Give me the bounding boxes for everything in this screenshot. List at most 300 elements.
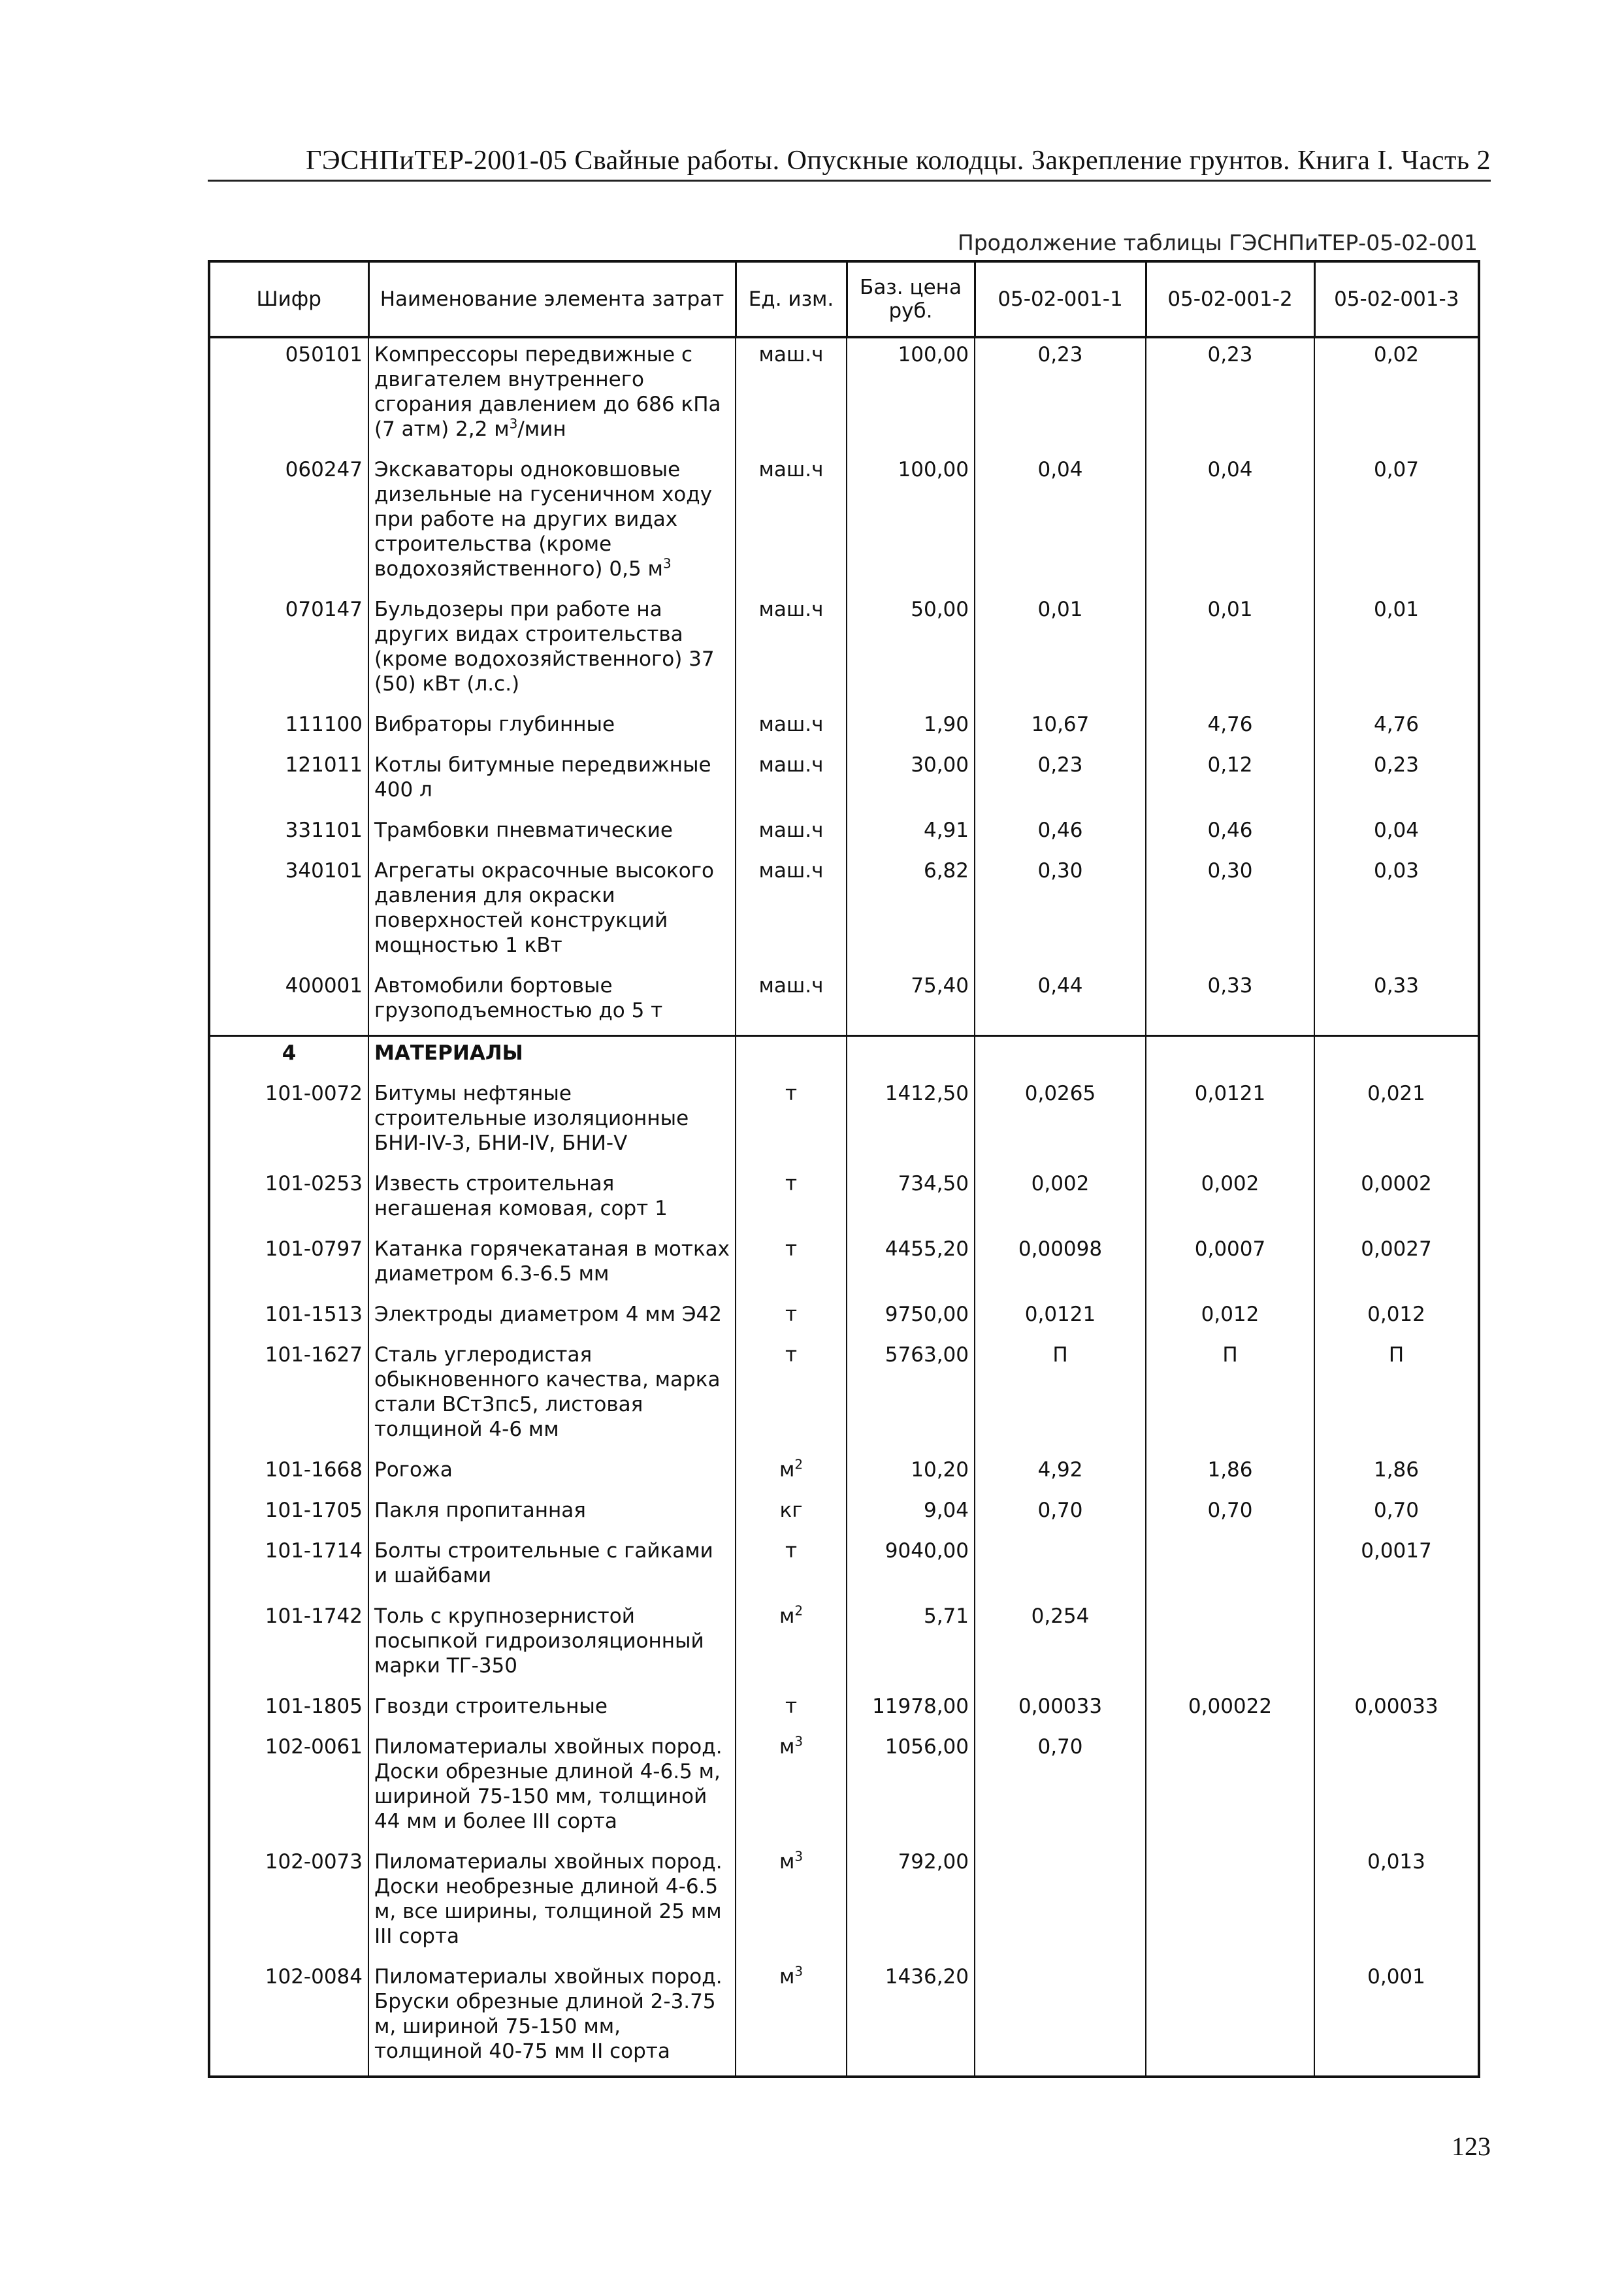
- cell-price: [847, 1690, 975, 1731]
- cell-c2: [1146, 1535, 1314, 1600]
- cell-c3-text: 0,04: [1373, 819, 1420, 842]
- table-row: [209, 1960, 1479, 2077]
- cell-name-text: МАТЕРИАЛЫ: [374, 1041, 523, 1065]
- table-row: [209, 969, 1479, 1036]
- table-row: [209, 1600, 1479, 1690]
- table-row: [209, 708, 1479, 749]
- cell-c1-text: 10,67: [1031, 713, 1090, 736]
- cell-price: [847, 1298, 975, 1339]
- cell-c1-text: 0,00033: [1018, 1695, 1103, 1718]
- cell-c1: [975, 1960, 1146, 2077]
- cell-c3: [1314, 1454, 1479, 1494]
- cell-c2: [1146, 1454, 1314, 1494]
- cell-c3: [1314, 854, 1479, 969]
- cell-code: [209, 1535, 368, 1600]
- cell-c2: [1146, 1731, 1314, 1846]
- cell-price-text: 10,20: [911, 1458, 969, 1482]
- cell-c3: [1314, 593, 1479, 708]
- cell-c3: [1314, 969, 1479, 1036]
- cell-unit: [736, 1339, 847, 1454]
- cell-code-text: 101-0253: [265, 1172, 363, 1195]
- cell-price: [847, 814, 975, 854]
- cell-code: [209, 1690, 368, 1731]
- cell-unit: [736, 1600, 847, 1690]
- cell-unit: [736, 1036, 847, 1078]
- cell-code: [209, 1298, 368, 1339]
- cell-name-text: Болты строительные с гайками и шайбами: [374, 1539, 713, 1587]
- cell-name-text: Компрессоры передвижные с двигателем внутреннего сгорания давлением до 686 кПа (7 атм) 2,2 м: [374, 343, 721, 441]
- cell-unit-text: т: [785, 1695, 798, 1718]
- cell-name: [368, 1535, 736, 1600]
- cell-name-text: Электроды диаметром 4 мм Э42: [374, 1303, 722, 1326]
- cell-price-text: 4455,20: [885, 1237, 969, 1261]
- cell-c2: [1146, 969, 1314, 1036]
- cell-name-text: Пакля пропитанная: [374, 1499, 586, 1522]
- table-row: [209, 1454, 1479, 1494]
- cell-c3-text: 4,76: [1373, 713, 1420, 736]
- cell-code: [209, 854, 368, 969]
- cell-c2-text: 0,00022: [1188, 1695, 1273, 1718]
- cell-name: [368, 1233, 736, 1298]
- table-header-row: [209, 261, 1479, 337]
- cell-c1: [975, 1535, 1146, 1600]
- cell-c2-text: 0,0121: [1194, 1082, 1266, 1105]
- cell-c2: [1146, 1339, 1314, 1454]
- cell-c1: [975, 854, 1146, 969]
- table-row: [209, 1846, 1479, 1960]
- cell-code-text: 101-0797: [265, 1237, 363, 1261]
- cell-price-text: 792,00: [898, 1850, 969, 1874]
- cell-unit-text: кг: [779, 1499, 803, 1522]
- cell-code-text: 101-1513: [265, 1303, 363, 1326]
- cell-name-text: Автомобили бортовые грузоподъемностью до 5 т: [374, 974, 663, 1022]
- cell-name: [368, 854, 736, 969]
- table-row: [209, 1167, 1479, 1233]
- cell-unit-text: м: [779, 1458, 795, 1482]
- cell-c3-text: 0,02: [1373, 343, 1420, 366]
- cell-c1: [975, 1731, 1146, 1846]
- cell-c1-text: 0,254: [1031, 1604, 1090, 1628]
- cell-name-text: Бульдозеры при работе на других видах строительства (кроме водохозяйственного) 37 (50) кВт (л.с.): [374, 598, 715, 696]
- cell-c1-text: 4,92: [1037, 1458, 1083, 1482]
- cell-name: [368, 1600, 736, 1690]
- cell-c2: [1146, 1298, 1314, 1339]
- cell-code: [209, 1454, 368, 1494]
- cell-code: [209, 453, 368, 593]
- cell-c3-text: 0,021: [1367, 1082, 1425, 1105]
- table-row: [209, 453, 1479, 593]
- cell-c3-text: 0,01: [1373, 598, 1420, 621]
- cell-code-text: 101-1714: [265, 1539, 363, 1563]
- cell-price-text: 5763,00: [885, 1343, 969, 1367]
- cell-c2: [1146, 1690, 1314, 1731]
- cell-unit: [736, 1535, 847, 1600]
- cell-unit-text: т: [785, 1303, 798, 1326]
- table-row: [209, 337, 1479, 453]
- cell-name-text: Пиломатериалы хвойных пород. Доски необрезные длиной 4-6.5 м, все ширины, толщиной 25 мм III сорта: [374, 1850, 723, 1948]
- cell-unit-text: м: [779, 1965, 795, 1989]
- cell-price: [847, 1600, 975, 1690]
- cell-c3-text: 0,012: [1367, 1303, 1425, 1326]
- cell-code-text: 101-1805: [265, 1695, 363, 1718]
- cell-unit: [736, 1233, 847, 1298]
- cell-c1: [975, 1298, 1146, 1339]
- cell-c3-text: 0,0017: [1361, 1539, 1432, 1563]
- cell-unit: [736, 708, 847, 749]
- cell-c2: [1146, 593, 1314, 708]
- cell-c3-text: 0,00033: [1354, 1695, 1438, 1718]
- table-row: [209, 1233, 1479, 1298]
- cell-c3: [1314, 1600, 1479, 1690]
- cell-price-text: 50,00: [911, 598, 969, 621]
- cell-c3-text: 0,23: [1373, 753, 1420, 777]
- cell-unit: [736, 593, 847, 708]
- page-number: 123: [1452, 2132, 1491, 2161]
- cell-code: [209, 1846, 368, 1960]
- table-row: [209, 1690, 1479, 1731]
- cell-c3: [1314, 708, 1479, 749]
- cell-c3: [1314, 1731, 1479, 1846]
- cell-c2-text: 1,86: [1207, 1458, 1253, 1482]
- cell-code-text: 4: [282, 1041, 297, 1065]
- table-row: [209, 593, 1479, 708]
- table-body: [209, 337, 1479, 2077]
- cell-c2-text: 4,76: [1207, 713, 1253, 736]
- cell-c2-text: 0,01: [1207, 598, 1253, 621]
- cell-price-text: 11978,00: [872, 1695, 969, 1718]
- table-row: [209, 814, 1479, 854]
- cell-c2: [1146, 854, 1314, 969]
- cell-price-text: 30,00: [911, 753, 969, 777]
- cell-name: [368, 1494, 736, 1535]
- cell-price: [847, 1960, 975, 2077]
- cell-c2-text: 0,04: [1207, 458, 1253, 481]
- cell-code-text: 101-0072: [265, 1082, 363, 1105]
- cell-price: [847, 1233, 975, 1298]
- cell-c1-text: 0,00098: [1018, 1237, 1103, 1261]
- resource-table: [208, 260, 1480, 2078]
- cell-price: [847, 1535, 975, 1600]
- cell-name: [368, 1846, 736, 1960]
- cell-c2: [1146, 337, 1314, 453]
- cell-name-text: Рогожа: [374, 1458, 453, 1482]
- cell-code: [209, 593, 368, 708]
- cell-c1: [975, 593, 1146, 708]
- cell-code: [209, 708, 368, 749]
- cell-name: [368, 593, 736, 708]
- cell-name-text: Гвозди строительные: [374, 1695, 608, 1718]
- cell-price: [847, 969, 975, 1036]
- col-header-name: Наименование элемента затрат: [368, 261, 736, 337]
- cell-c3: [1314, 749, 1479, 814]
- cell-c1: [975, 1494, 1146, 1535]
- cell-code-text: 331101: [285, 819, 363, 842]
- cell-c3: [1314, 1535, 1479, 1600]
- cell-name: [368, 1036, 736, 1078]
- cell-price-text: 1436,20: [885, 1965, 969, 1989]
- cell-c3-text: 1,86: [1373, 1458, 1420, 1482]
- unit-superscript: 2: [794, 1456, 804, 1472]
- cell-name: [368, 1454, 736, 1494]
- cell-code-text: 101-1627: [265, 1343, 363, 1367]
- cell-unit-text: м: [779, 1735, 795, 1759]
- cell-c2: [1146, 814, 1314, 854]
- cell-unit-text: т: [785, 1082, 798, 1105]
- cell-price: [847, 1339, 975, 1454]
- cell-unit-text: т: [785, 1343, 798, 1367]
- cell-c3-text: 0,07: [1373, 458, 1420, 481]
- cell-price: [847, 708, 975, 749]
- cell-c3: [1314, 1690, 1479, 1731]
- cell-price: [847, 854, 975, 969]
- cell-c3-text: 0,001: [1367, 1965, 1425, 1989]
- cell-code-text: 400001: [285, 974, 363, 998]
- table-row: [209, 1077, 1479, 1167]
- cell-unit-text: т: [785, 1237, 798, 1261]
- cell-c1: [975, 1454, 1146, 1494]
- cell-c3-text: 0,0027: [1361, 1237, 1432, 1261]
- cell-c3-text: П: [1388, 1343, 1405, 1367]
- cell-price-text: 1056,00: [885, 1735, 969, 1759]
- cell-unit: [736, 1494, 847, 1535]
- cell-c2: [1146, 1036, 1314, 1078]
- cell-unit-text: маш.ч: [758, 598, 824, 621]
- cell-c2-text: П: [1222, 1343, 1238, 1367]
- cell-price-text: 100,00: [898, 458, 969, 481]
- table-caption: Продолжение таблицы ГЭСНПиТЕР-05-02-001: [957, 230, 1478, 255]
- cell-price: [847, 1077, 975, 1167]
- cell-name-text: Известь строительная негашеная комовая, сорт 1: [374, 1172, 668, 1220]
- cell-price: [847, 749, 975, 814]
- cell-c1: [975, 1690, 1146, 1731]
- cell-c1: [975, 1846, 1146, 1960]
- cell-unit: [736, 814, 847, 854]
- cell-code: [209, 1036, 368, 1078]
- cell-code-text: 121011: [285, 753, 363, 777]
- cell-unit: [736, 453, 847, 593]
- cell-code: [209, 1167, 368, 1233]
- cell-name: [368, 1690, 736, 1731]
- cell-c3: [1314, 1298, 1479, 1339]
- cell-code: [209, 814, 368, 854]
- cell-c1: [975, 708, 1146, 749]
- cell-code: [209, 1233, 368, 1298]
- cell-code-text: 340101: [285, 859, 363, 883]
- cell-price-text: 1412,50: [885, 1082, 969, 1105]
- cell-c3: [1314, 1960, 1479, 2077]
- cell-c2: [1146, 1494, 1314, 1535]
- cell-c3: [1314, 1077, 1479, 1167]
- cell-price: [847, 1494, 975, 1535]
- cell-code: [209, 1960, 368, 2077]
- cell-price-text: 100,00: [898, 343, 969, 366]
- col-header-unit: Ед. изм.: [736, 261, 847, 337]
- cell-unit: [736, 337, 847, 453]
- cell-price-text: 5,71: [923, 1604, 969, 1628]
- cell-code: [209, 1731, 368, 1846]
- cell-c1-text: 0,23: [1037, 753, 1083, 777]
- table-row: [209, 1535, 1479, 1600]
- cell-c1-text: 0,46: [1037, 819, 1083, 842]
- cell-unit-text: м: [779, 1604, 795, 1628]
- cell-c2-text: 0,12: [1207, 753, 1253, 777]
- cell-c1-text: 0,44: [1037, 974, 1083, 998]
- cell-name-text: Вибраторы глубинные: [374, 713, 615, 736]
- cell-name: [368, 1731, 736, 1846]
- cell-c1: [975, 749, 1146, 814]
- cell-code: [209, 1077, 368, 1167]
- cell-name: [368, 708, 736, 749]
- cell-name-text: Трамбовки пневматические: [374, 819, 673, 842]
- cell-c3: [1314, 1167, 1479, 1233]
- cell-c1-text: 0,23: [1037, 343, 1083, 366]
- cell-unit-text: маш.ч: [758, 974, 824, 998]
- cell-price: [847, 1167, 975, 1233]
- cell-c2: [1146, 1167, 1314, 1233]
- cell-name-text: Сталь углеродистая обыкновенного качества, марка стали ВСт3пс5, листовая толщиной 4-6 мм: [374, 1343, 721, 1441]
- unit-superscript: 2: [794, 1602, 804, 1619]
- unit-superscript: 3: [794, 1733, 804, 1749]
- cell-code-text: 102-0084: [265, 1965, 363, 1989]
- cell-price-text: 734,50: [898, 1172, 969, 1195]
- cell-price-text: 75,40: [911, 974, 969, 998]
- col-header-code: Шифр: [209, 261, 368, 337]
- col-header-price: Баз. цена руб.: [847, 261, 975, 337]
- section-row: [209, 1036, 1479, 1078]
- cell-price-text: 9750,00: [885, 1303, 969, 1326]
- cell-c3: [1314, 1846, 1479, 1960]
- cell-unit: [736, 749, 847, 814]
- cell-unit: [736, 1077, 847, 1167]
- header-rule: [208, 180, 1491, 182]
- table-row: [209, 1494, 1479, 1535]
- cell-c1-text: 0,002: [1031, 1172, 1090, 1195]
- cell-unit-text: т: [785, 1539, 798, 1563]
- cell-c3-text: 0,33: [1373, 974, 1420, 998]
- cell-unit: [736, 854, 847, 969]
- cell-unit-text: маш.ч: [758, 713, 824, 736]
- col-header-c2: 05-02-001-2: [1146, 261, 1314, 337]
- cell-name-text: Толь с крупнозернистой посыпкой гидроизоляционный марки ТГ-350: [374, 1604, 704, 1678]
- cell-c3: [1314, 337, 1479, 453]
- cell-name: [368, 969, 736, 1036]
- cell-unit: [736, 1454, 847, 1494]
- cell-c1: [975, 1077, 1146, 1167]
- cell-code: [209, 1600, 368, 1690]
- cell-price: [847, 1036, 975, 1078]
- cell-c2: [1146, 708, 1314, 749]
- cell-name-text: Агрегаты окрасочные высокого давления для окраски поверхностей конструкций мощностью 1 кВт: [374, 859, 714, 957]
- cell-c3: [1314, 453, 1479, 593]
- cell-code: [209, 337, 368, 453]
- col-header-c1: 05-02-001-1: [975, 261, 1146, 337]
- cell-price-text: 9,04: [923, 1499, 969, 1522]
- cell-c2-text: 0,70: [1207, 1499, 1253, 1522]
- cell-c1: [975, 1167, 1146, 1233]
- cell-name: [368, 814, 736, 854]
- cell-name-text: Битумы нефтяные строительные изоляционные БНИ-IV-3, БНИ-IV, БНИ-V: [374, 1082, 689, 1155]
- cell-code-text: 050101: [285, 343, 363, 366]
- cell-c3-text: 0,0002: [1361, 1172, 1432, 1195]
- cell-c2-text: 0,23: [1207, 343, 1253, 366]
- cell-price: [847, 1731, 975, 1846]
- cell-code-text: 060247: [285, 458, 363, 481]
- cell-code-text: 102-0061: [265, 1735, 363, 1759]
- cell-code-text: 101-1705: [265, 1499, 363, 1522]
- cell-name: [368, 1077, 736, 1167]
- cell-c3-text: 0,013: [1367, 1850, 1425, 1874]
- cell-c3: [1314, 814, 1479, 854]
- running-header: ГЭСНПиТЕР-2001-05 Свайные работы. Опускные колодцы. Закрепление грунтов. Книга I. Часть 2: [306, 146, 1491, 176]
- cell-c2-text: 0,012: [1201, 1303, 1259, 1326]
- cell-c2-text: 0,30: [1207, 859, 1253, 883]
- unit-superscript: 3: [794, 1848, 804, 1864]
- cell-c3: [1314, 1494, 1479, 1535]
- cell-name: [368, 749, 736, 814]
- cell-c2-text: 0,46: [1207, 819, 1253, 842]
- cell-name: [368, 1339, 736, 1454]
- cell-name: [368, 453, 736, 593]
- cell-price: [847, 593, 975, 708]
- cell-c1: [975, 453, 1146, 593]
- cell-name-text: Пиломатериалы хвойных пород. Доски обрезные длиной 4-6.5 м, шириной 75-150 мм, толщиной 44 мм и более III сорта: [374, 1735, 723, 1833]
- cell-code-text: 070147: [285, 598, 363, 621]
- cell-c2-text: 0,0007: [1194, 1237, 1266, 1261]
- cell-c2: [1146, 749, 1314, 814]
- cell-c3: [1314, 1339, 1479, 1454]
- cell-code-text: 102-0073: [265, 1850, 363, 1874]
- cell-c1-text: 0,30: [1037, 859, 1083, 883]
- cell-unit-text: т: [785, 1172, 798, 1195]
- cell-code: [209, 1494, 368, 1535]
- cell-c2-text: 0,002: [1201, 1172, 1259, 1195]
- table-row: [209, 749, 1479, 814]
- cell-price: [847, 1454, 975, 1494]
- cell-c2: [1146, 1960, 1314, 2077]
- cell-price: [847, 337, 975, 453]
- cell-price-text: 1,90: [923, 713, 969, 736]
- cell-unit: [736, 1960, 847, 2077]
- cell-c2: [1146, 1233, 1314, 1298]
- cell-name: [368, 1167, 736, 1233]
- cell-unit-text: маш.ч: [758, 343, 824, 366]
- cell-c2: [1146, 1846, 1314, 1960]
- cell-unit: [736, 969, 847, 1036]
- cell-unit-text: маш.ч: [758, 819, 824, 842]
- cell-c1: [975, 1036, 1146, 1078]
- cell-c1-text: 0,04: [1037, 458, 1083, 481]
- cell-name: [368, 337, 736, 453]
- cell-price: [847, 453, 975, 593]
- cell-unit: [736, 1167, 847, 1233]
- cell-c1-text: 0,70: [1037, 1735, 1083, 1759]
- cell-c2: [1146, 1077, 1314, 1167]
- cell-name-text: Экскаваторы одноковшовые дизельные на гусеничном ходу при работе на других видах строительства (кроме водохозяйственного) 0,5 м: [374, 458, 713, 581]
- cell-c1-text: 0,0121: [1024, 1303, 1096, 1326]
- cell-c3: [1314, 1036, 1479, 1078]
- cell-c2: [1146, 453, 1314, 593]
- table-row: [209, 854, 1479, 969]
- cell-c3-text: 0,70: [1373, 1499, 1420, 1522]
- cell-name-text: Пиломатериалы хвойных пород. Бруски обрезные длиной 2-3.75 м, шириной 75-150 мм, толщиной 40-75 мм II сорта: [374, 1965, 723, 2063]
- cell-c1-text: 0,01: [1037, 598, 1083, 621]
- cell-unit-text: маш.ч: [758, 458, 824, 481]
- cell-c3: [1314, 1233, 1479, 1298]
- unit-superscript: 3: [662, 555, 672, 572]
- cell-name: [368, 1960, 736, 2077]
- cell-c1: [975, 1600, 1146, 1690]
- unit-superscript: 3: [794, 1963, 804, 1979]
